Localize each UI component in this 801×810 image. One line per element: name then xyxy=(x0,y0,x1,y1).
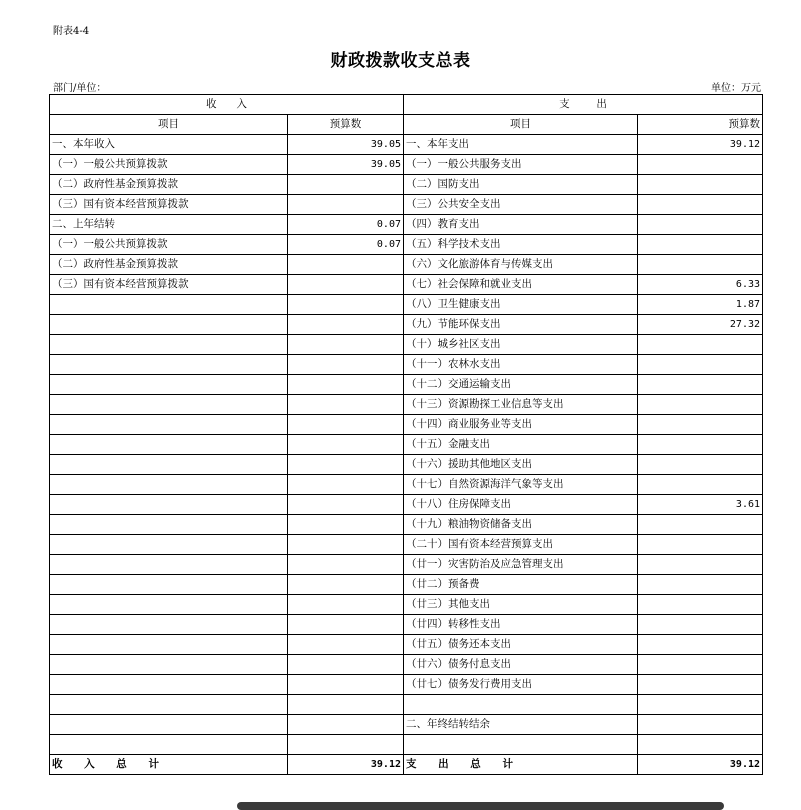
expense-value-cell xyxy=(638,235,763,255)
income-value-cell xyxy=(288,675,404,695)
expense-item-cell: （十八）住房保障支出 xyxy=(404,495,638,515)
expense-value-cell xyxy=(638,635,763,655)
income-value-cell xyxy=(288,575,404,595)
income-value-cell xyxy=(288,595,404,615)
expense-total-value: 39.12 xyxy=(638,755,763,775)
income-item-cell xyxy=(50,735,288,755)
income-item-cell xyxy=(50,575,288,595)
expense-item-cell: （四）教育支出 xyxy=(404,215,638,235)
income-value-cell: 0.07 xyxy=(288,235,404,255)
income-value-cell xyxy=(288,355,404,375)
expense-item-cell: （六）文化旅游体育与传媒支出 xyxy=(404,255,638,275)
department-label: 部门/单位： xyxy=(53,83,107,94)
expense-value-cell: 1.87 xyxy=(638,295,763,315)
expense-item-cell: （七）社会保障和就业支出 xyxy=(404,275,638,295)
table-row xyxy=(50,375,763,395)
income-value-cell xyxy=(288,715,404,735)
income-item-cell xyxy=(50,695,288,715)
expense-item-cell xyxy=(404,695,638,715)
income-item-cell xyxy=(50,555,288,575)
expense-item-cell: （十五）金融支出 xyxy=(404,435,638,455)
expense-value-cell xyxy=(638,375,763,395)
income-item-cell xyxy=(50,375,288,395)
income-value-cell: 0.07 xyxy=(288,215,404,235)
expense-item-header: 项目 xyxy=(404,115,638,135)
expense-value-cell: 6.33 xyxy=(638,275,763,295)
income-item-header: 项目 xyxy=(50,115,288,135)
income-item-cell xyxy=(50,435,288,455)
expense-item-cell: （廿六）债务付息支出 xyxy=(404,655,638,675)
expense-group-header: 支 出 xyxy=(404,95,763,115)
expense-value-cell xyxy=(638,615,763,635)
table-row xyxy=(50,675,763,695)
income-value-cell xyxy=(288,495,404,515)
income-value-cell xyxy=(288,735,404,755)
income-item-cell: 一、本年收入 xyxy=(50,135,288,155)
expense-value-cell xyxy=(638,335,763,355)
expense-value-cell xyxy=(638,535,763,555)
income-value-cell xyxy=(288,555,404,575)
expense-item-cell: （八）卫生健康支出 xyxy=(404,295,638,315)
table-row xyxy=(50,575,763,595)
income-item-cell xyxy=(50,615,288,635)
income-item-cell: （二）政府性基金预算拨款 xyxy=(50,255,288,275)
expense-item-cell: 一、本年支出 xyxy=(404,135,638,155)
income-item-cell xyxy=(50,635,288,655)
expense-item-cell: （十九）粮油物资储备支出 xyxy=(404,515,638,535)
income-item-cell xyxy=(50,395,288,415)
income-total-label: 收 入 总 计 xyxy=(50,755,288,775)
table-row xyxy=(50,395,763,415)
table-row xyxy=(50,695,763,715)
table-row xyxy=(50,495,763,515)
income-value-cell xyxy=(288,195,404,215)
income-item-cell xyxy=(50,295,288,315)
expense-item-cell: （廿二）预备费 xyxy=(404,575,638,595)
income-value-cell xyxy=(288,695,404,715)
expense-item-cell: 二、年终结转结余 xyxy=(404,715,638,735)
income-value-cell xyxy=(288,515,404,535)
table-row xyxy=(50,195,763,215)
expense-item-cell: （廿一）灾害防治及应急管理支出 xyxy=(404,555,638,575)
income-value-cell xyxy=(288,275,404,295)
table-row xyxy=(50,655,763,675)
expense-value-cell xyxy=(638,555,763,575)
expense-item-cell: （廿五）债务还本支出 xyxy=(404,635,638,655)
table-row xyxy=(50,535,763,555)
income-item-cell: （二）政府性基金预算拨款 xyxy=(50,175,288,195)
expense-item-cell: （二十）国有资本经营预算支出 xyxy=(404,535,638,555)
budget-table xyxy=(49,94,763,775)
income-value-cell xyxy=(288,395,404,415)
expense-value-cell xyxy=(638,675,763,695)
table-row xyxy=(50,415,763,435)
page-title: 财政拨款收支总表 xyxy=(330,51,471,71)
income-value-cell xyxy=(288,635,404,655)
table-row xyxy=(50,555,763,575)
expense-item-cell: （三）公共安全支出 xyxy=(404,195,638,215)
income-value-cell xyxy=(288,295,404,315)
income-item-cell: （一）一般公共预算拨款 xyxy=(50,155,288,175)
income-value-cell xyxy=(288,435,404,455)
table-row xyxy=(50,335,763,355)
expense-item-cell: （五）科学技术支出 xyxy=(404,235,638,255)
expense-item-cell: （一）一般公共服务支出 xyxy=(404,155,638,175)
expense-value-cell xyxy=(638,255,763,275)
expense-item-cell: （十一）农林水支出 xyxy=(404,355,638,375)
income-item-cell xyxy=(50,355,288,375)
income-value-cell xyxy=(288,255,404,275)
expense-value-cell: 39.12 xyxy=(638,135,763,155)
expense-value-cell xyxy=(638,355,763,375)
unit-label: 单位：万元 xyxy=(711,83,761,94)
expense-item-cell: （廿七）债务发行费用支出 xyxy=(404,675,638,695)
expense-value-cell xyxy=(638,655,763,675)
column-header-row xyxy=(50,115,763,135)
table-row xyxy=(50,135,763,155)
expense-value-cell xyxy=(638,575,763,595)
income-item-cell xyxy=(50,315,288,335)
table-row xyxy=(50,175,763,195)
income-group-header: 收 入 xyxy=(50,95,404,115)
income-budget-header: 预算数 xyxy=(288,115,404,135)
expense-value-cell xyxy=(638,475,763,495)
expense-value-cell xyxy=(638,415,763,435)
income-item-cell: 二、上年结转 xyxy=(50,215,288,235)
expense-item-cell: （十三）资源勘探工业信息等支出 xyxy=(404,395,638,415)
expense-value-cell xyxy=(638,175,763,195)
table-row xyxy=(50,515,763,535)
income-item-cell xyxy=(50,675,288,695)
income-value-cell xyxy=(288,175,404,195)
expense-item-cell xyxy=(404,735,638,755)
expense-value-cell: 27.32 xyxy=(638,315,763,335)
income-item-cell xyxy=(50,715,288,735)
expense-item-cell: （十二）交通运输支出 xyxy=(404,375,638,395)
expense-value-cell xyxy=(638,395,763,415)
attachment-label: 附表4-4 xyxy=(53,26,90,37)
income-item-cell: （三）国有资本经营预算拨款 xyxy=(50,195,288,215)
expense-value-cell xyxy=(638,715,763,735)
table-row xyxy=(50,255,763,275)
expense-item-cell: （十六）援助其他地区支出 xyxy=(404,455,638,475)
table-row xyxy=(50,615,763,635)
expense-value-cell xyxy=(638,455,763,475)
expense-item-cell: （廿四）转移性支出 xyxy=(404,615,638,635)
expense-item-cell: （十）城乡社区支出 xyxy=(404,335,638,355)
table-row xyxy=(50,275,763,295)
table-row xyxy=(50,235,763,255)
income-value-cell xyxy=(288,655,404,675)
budget-table-body xyxy=(50,95,763,775)
income-value-cell xyxy=(288,615,404,635)
income-value-cell xyxy=(288,415,404,435)
expense-item-cell: （十七）自然资源海洋气象等支出 xyxy=(404,475,638,495)
table-row xyxy=(50,295,763,315)
table-row xyxy=(50,635,763,655)
table-row xyxy=(50,475,763,495)
income-item-cell: （一）一般公共预算拨款 xyxy=(50,235,288,255)
expense-value-cell xyxy=(638,155,763,175)
table-row xyxy=(50,315,763,335)
table-row xyxy=(50,735,763,755)
group-header-row xyxy=(50,95,763,115)
table-row xyxy=(50,155,763,175)
expense-item-cell: （二）国防支出 xyxy=(404,175,638,195)
totals-row xyxy=(50,755,763,775)
income-value-cell: 39.05 xyxy=(288,155,404,175)
income-value-cell xyxy=(288,475,404,495)
expense-value-cell: 3.61 xyxy=(638,495,763,515)
income-value-cell xyxy=(288,335,404,355)
table-row xyxy=(50,595,763,615)
income-value-cell: 39.05 xyxy=(288,135,404,155)
income-item-cell xyxy=(50,415,288,435)
expense-item-cell: （廿三）其他支出 xyxy=(404,595,638,615)
expense-value-cell xyxy=(638,435,763,455)
expense-value-cell xyxy=(638,735,763,755)
income-value-cell xyxy=(288,315,404,335)
income-item-cell xyxy=(50,475,288,495)
expense-item-cell: （十四）商业服务业等支出 xyxy=(404,415,638,435)
table-row xyxy=(50,455,763,475)
income-item-cell xyxy=(50,595,288,615)
expense-total-label: 支 出 总 计 xyxy=(404,755,638,775)
table-row xyxy=(50,355,763,375)
expense-budget-header: 预算数 xyxy=(638,115,763,135)
income-value-cell xyxy=(288,535,404,555)
expense-value-cell xyxy=(638,595,763,615)
income-item-cell xyxy=(50,495,288,515)
expense-item-cell: （九）节能环保支出 xyxy=(404,315,638,335)
table-row xyxy=(50,435,763,455)
income-value-cell xyxy=(288,375,404,395)
expense-value-cell xyxy=(638,215,763,235)
table-row xyxy=(50,715,763,735)
income-item-cell xyxy=(50,535,288,555)
expense-value-cell xyxy=(638,195,763,215)
expense-value-cell xyxy=(638,515,763,535)
income-item-cell: （三）国有资本经营预算拨款 xyxy=(50,275,288,295)
income-total-value: 39.12 xyxy=(288,755,404,775)
expense-value-cell xyxy=(638,695,763,715)
horizontal-scrollbar[interactable] xyxy=(237,802,724,810)
income-item-cell xyxy=(50,655,288,675)
table-row xyxy=(50,215,763,235)
income-value-cell xyxy=(288,455,404,475)
income-item-cell xyxy=(50,455,288,475)
income-item-cell xyxy=(50,335,288,355)
income-item-cell xyxy=(50,515,288,535)
